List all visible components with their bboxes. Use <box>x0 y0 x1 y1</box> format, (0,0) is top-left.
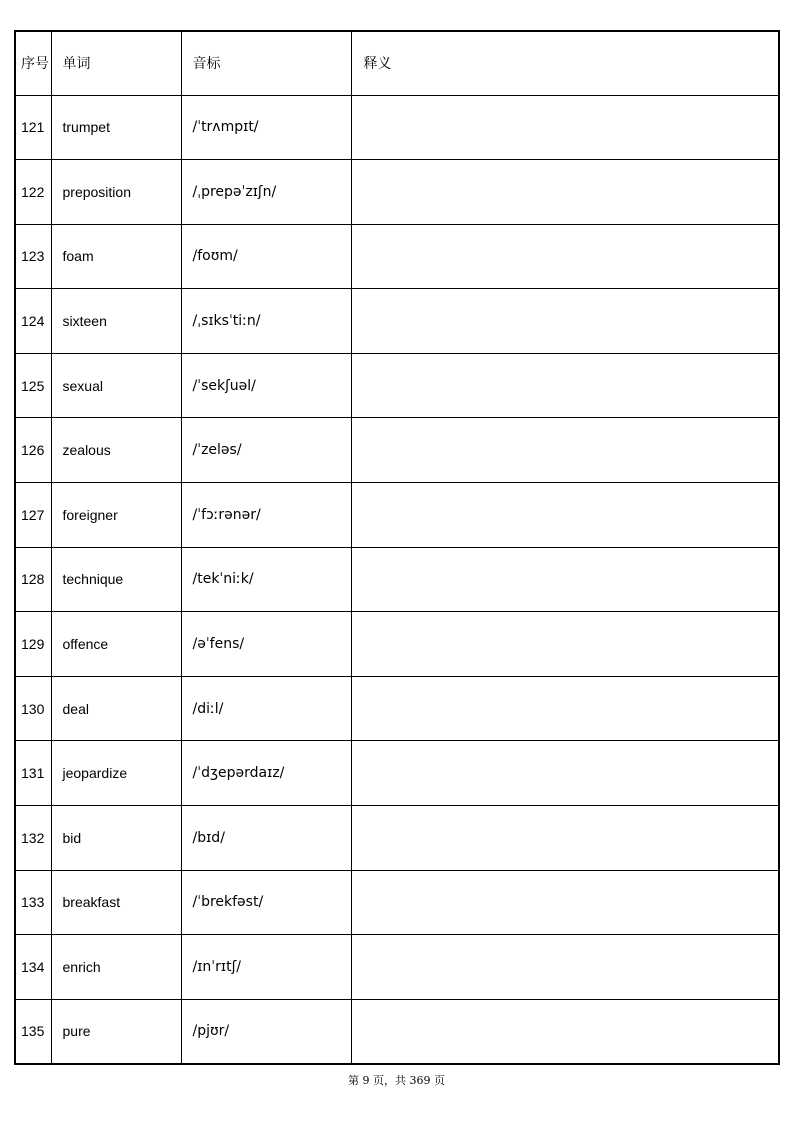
table-header-row <box>15 31 779 95</box>
table-row <box>15 935 779 1000</box>
header-phonetic: 音标 <box>181 31 351 95</box>
header-index: 序号 <box>15 31 51 95</box>
row-index: 128 <box>15 547 51 612</box>
table-row <box>15 741 779 806</box>
row-index: 127 <box>15 483 51 548</box>
table-row <box>15 999 779 1064</box>
row-definition <box>351 160 779 225</box>
table-row <box>15 547 779 612</box>
row-definition <box>351 676 779 741</box>
row-phonetic: /pjʊr/ <box>181 999 351 1064</box>
row-definition <box>351 547 779 612</box>
row-definition <box>351 95 779 160</box>
row-index: 121 <box>15 95 51 160</box>
row-definition <box>351 999 779 1064</box>
row-word: foam <box>51 224 181 289</box>
table-row <box>15 870 779 935</box>
row-word: deal <box>51 676 181 741</box>
row-word: foreigner <box>51 483 181 548</box>
row-index: 132 <box>15 806 51 871</box>
row-phonetic: /ˌprepəˈzɪʃn/ <box>181 160 351 225</box>
row-index: 122 <box>15 160 51 225</box>
row-index: 126 <box>15 418 51 483</box>
table-row <box>15 676 779 741</box>
row-phonetic: /ˈdʒepərdaɪz/ <box>181 741 351 806</box>
row-phonetic: /diːl/ <box>181 676 351 741</box>
table-row <box>15 353 779 418</box>
row-word: preposition <box>51 160 181 225</box>
row-phonetic: /ˈzeləs/ <box>181 418 351 483</box>
row-definition <box>351 418 779 483</box>
row-definition <box>351 289 779 354</box>
table-row <box>15 289 779 354</box>
page-footer: 第 9 页，共 369 页 <box>348 1074 445 1087</box>
table-row <box>15 612 779 677</box>
row-word: jeopardize <box>51 741 181 806</box>
row-phonetic: /ˈfɔːrənər/ <box>181 483 351 548</box>
table-row <box>15 806 779 871</box>
header-definition: 释义 <box>351 31 779 95</box>
header-word: 单词 <box>51 31 181 95</box>
row-definition <box>351 353 779 418</box>
row-index: 131 <box>15 741 51 806</box>
vocabulary-table <box>14 30 780 1065</box>
table-row <box>15 418 779 483</box>
row-index: 125 <box>15 353 51 418</box>
row-phonetic: /ɪnˈrɪtʃ/ <box>181 935 351 1000</box>
row-index: 135 <box>15 999 51 1064</box>
row-phonetic: /ˈbrekfəst/ <box>181 870 351 935</box>
row-phonetic: /ˈsekʃuəl/ <box>181 353 351 418</box>
row-phonetic: /ˈtrʌmpɪt/ <box>181 95 351 160</box>
row-index: 133 <box>15 870 51 935</box>
row-index: 129 <box>15 612 51 677</box>
row-definition <box>351 612 779 677</box>
table-row <box>15 95 779 160</box>
table-row <box>15 224 779 289</box>
row-definition <box>351 224 779 289</box>
row-index: 130 <box>15 676 51 741</box>
row-definition <box>351 806 779 871</box>
row-phonetic: /foʊm/ <box>181 224 351 289</box>
row-word: technique <box>51 547 181 612</box>
table-row <box>15 483 779 548</box>
row-word: trumpet <box>51 95 181 160</box>
row-word: sexual <box>51 353 181 418</box>
row-index: 123 <box>15 224 51 289</box>
row-word: bid <box>51 806 181 871</box>
row-word: zealous <box>51 418 181 483</box>
row-phonetic: /tekˈniːk/ <box>181 547 351 612</box>
row-word: offence <box>51 612 181 677</box>
row-definition <box>351 935 779 1000</box>
row-index: 124 <box>15 289 51 354</box>
row-phonetic: /əˈfens/ <box>181 612 351 677</box>
row-index: 134 <box>15 935 51 1000</box>
row-word: enrich <box>51 935 181 1000</box>
row-phonetic: /bɪd/ <box>181 806 351 871</box>
row-word: breakfast <box>51 870 181 935</box>
row-word: pure <box>51 999 181 1064</box>
row-word: sixteen <box>51 289 181 354</box>
row-definition <box>351 741 779 806</box>
table-row <box>15 160 779 225</box>
row-phonetic: /ˌsɪksˈtiːn/ <box>181 289 351 354</box>
row-definition <box>351 483 779 548</box>
vocabulary-table-body <box>15 31 779 1064</box>
row-definition <box>351 870 779 935</box>
